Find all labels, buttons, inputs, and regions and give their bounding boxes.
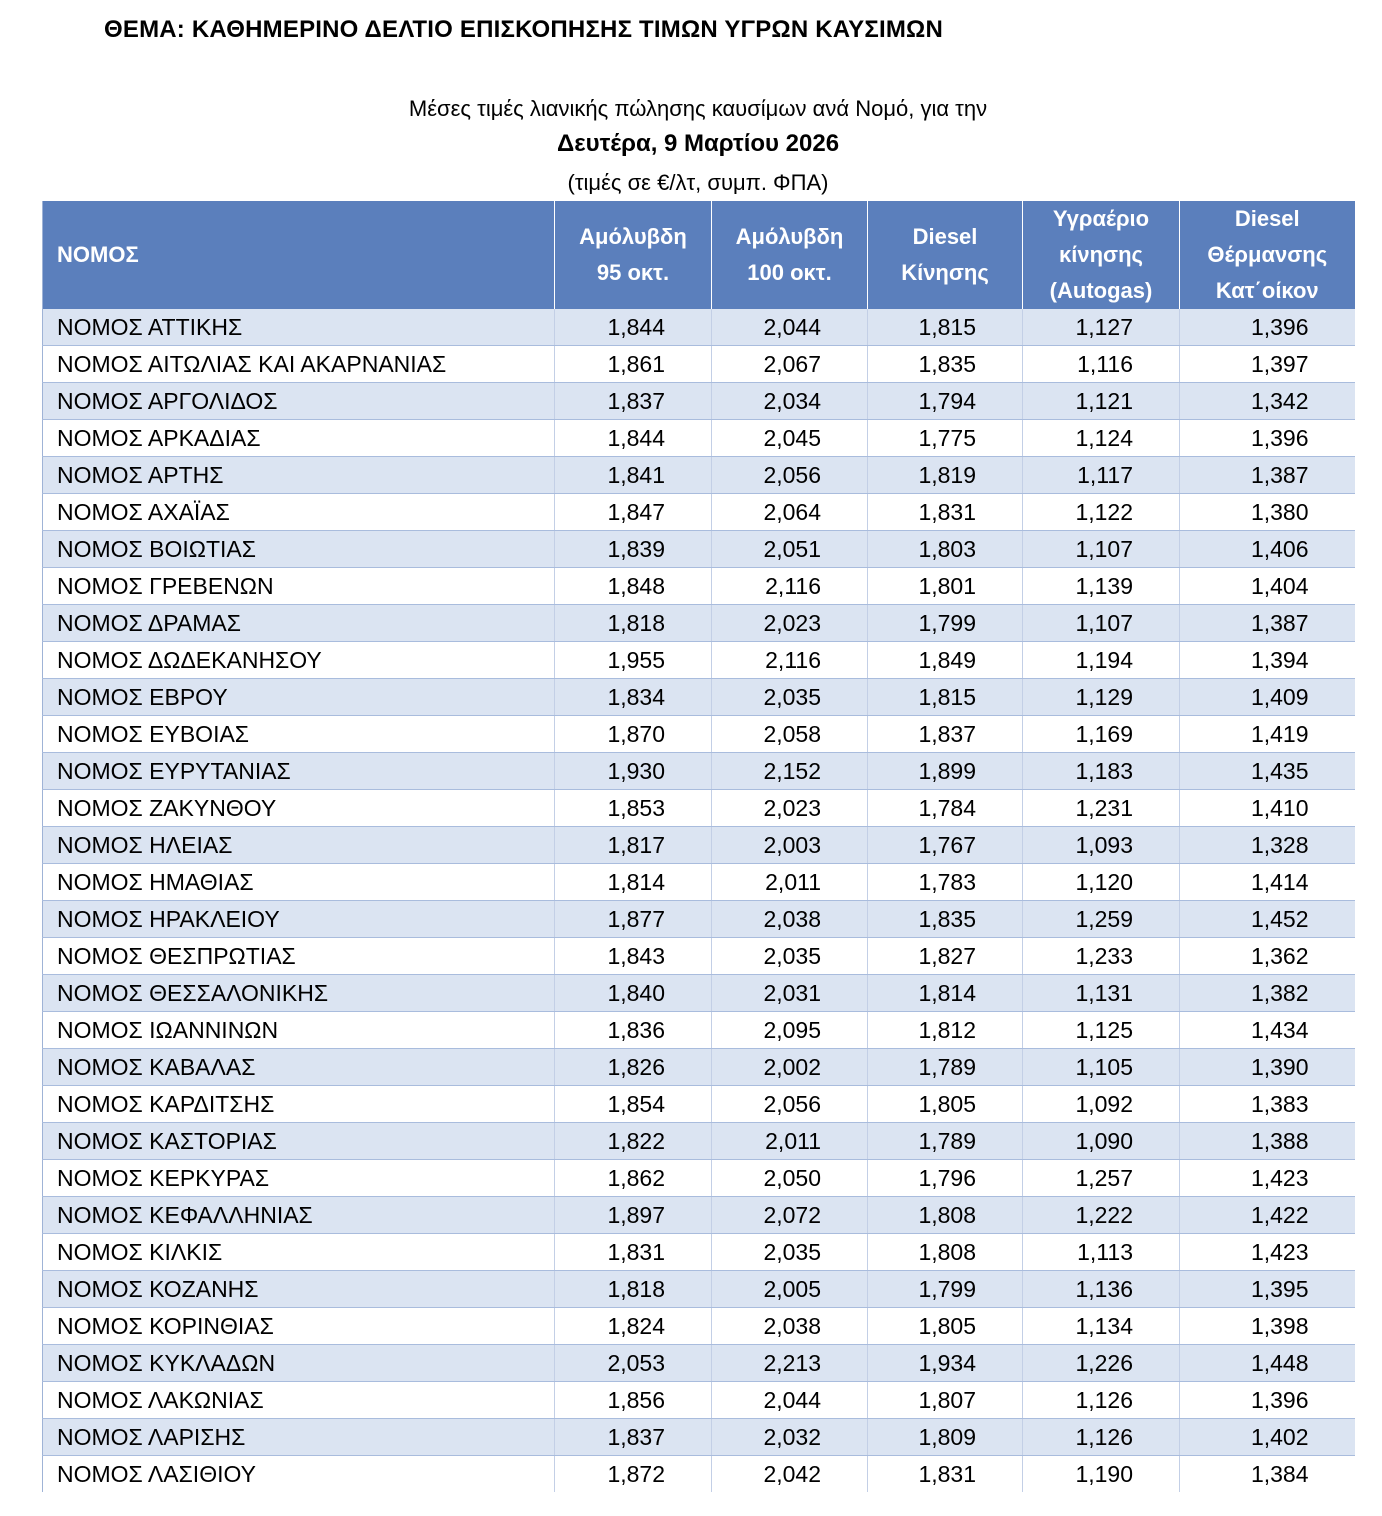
column-header-autogas	[1023, 201, 1180, 309]
prefecture-cell: ΝΟΜΟΣ ΚΟΡΙΝΘΙΑΣ	[43, 1308, 555, 1345]
prefecture-cell: ΝΟΜΟΣ ΕΒΡΟΥ	[43, 679, 555, 716]
unleaded-100-cell: 2,005	[712, 1271, 868, 1308]
unleaded-95-cell: 1,853	[555, 790, 712, 827]
header-row	[43, 201, 1355, 309]
prefecture-cell: ΝΟΜΟΣ ΗΛΕΙΑΣ	[43, 827, 555, 864]
column-header-line: Υγραέριο	[1052, 206, 1150, 231]
prefecture-cell: ΝΟΜΟΣ ΚΙΛΚΙΣ	[43, 1234, 555, 1271]
table-row	[43, 1345, 1355, 1382]
table-row	[43, 457, 1355, 494]
autogas-cell: 1,231	[1023, 790, 1180, 827]
autogas-cell: 1,226	[1023, 1345, 1180, 1382]
autogas-cell: 1,134	[1023, 1308, 1180, 1345]
prefecture-cell: ΝΟΜΟΣ ΕΥΒΟΙΑΣ	[43, 716, 555, 753]
autogas-cell: 1,139	[1023, 568, 1180, 605]
unleaded-95-cell: 1,837	[555, 383, 712, 420]
unleaded-95-cell: 1,840	[555, 975, 712, 1012]
unleaded-95-cell: 1,872	[555, 1456, 712, 1493]
autogas-cell: 1,121	[1023, 383, 1180, 420]
heating-diesel-cell: 1,342	[1180, 383, 1355, 420]
diesel-motion-cell: 1,799	[868, 1271, 1023, 1308]
prefecture-cell: ΝΟΜΟΣ ΗΡΑΚΛΕΙΟΥ	[43, 901, 555, 938]
autogas-cell: 1,113	[1023, 1234, 1180, 1271]
diesel-motion-cell: 1,814	[868, 975, 1023, 1012]
diesel-motion-cell: 1,805	[868, 1086, 1023, 1123]
diesel-motion-cell: 1,819	[868, 457, 1023, 494]
column-header-unleaded-95	[555, 201, 712, 309]
table-row	[43, 1086, 1355, 1123]
autogas-cell: 1,194	[1023, 642, 1180, 679]
prefecture-cell: ΝΟΜΟΣ ΛΑΚΩΝΙΑΣ	[43, 1382, 555, 1419]
diesel-motion-cell: 1,796	[868, 1160, 1023, 1197]
diesel-motion-cell: 1,805	[868, 1308, 1023, 1345]
autogas-cell: 1,190	[1023, 1456, 1180, 1493]
heating-diesel-cell: 1,452	[1180, 901, 1355, 938]
column-header-unleaded-100	[712, 201, 868, 309]
autogas-cell: 1,233	[1023, 938, 1180, 975]
heating-diesel-cell: 1,397	[1180, 346, 1355, 383]
unleaded-95-cell: 1,870	[555, 716, 712, 753]
unleaded-95-cell: 1,837	[555, 1419, 712, 1456]
column-header-line: Diesel	[912, 224, 978, 249]
prefecture-cell: ΝΟΜΟΣ ΚΕΡΚΥΡΑΣ	[43, 1160, 555, 1197]
unleaded-100-cell: 2,044	[712, 1382, 868, 1419]
heating-diesel-cell: 1,398	[1180, 1308, 1355, 1345]
unleaded-100-cell: 2,035	[712, 679, 868, 716]
unleaded-95-cell: 1,834	[555, 679, 712, 716]
unleaded-95-cell: 1,826	[555, 1049, 712, 1086]
prefecture-cell: ΝΟΜΟΣ ΛΑΡΙΣΗΣ	[43, 1419, 555, 1456]
fuel-prices-table	[42, 201, 1355, 1492]
diesel-motion-cell: 1,775	[868, 420, 1023, 457]
diesel-motion-cell: 1,807	[868, 1382, 1023, 1419]
column-header-line: Κίνησης	[901, 260, 989, 285]
heating-diesel-cell: 1,409	[1180, 679, 1355, 716]
diesel-motion-cell: 1,803	[868, 531, 1023, 568]
unleaded-100-cell: 2,038	[712, 1308, 868, 1345]
unleaded-100-cell: 2,035	[712, 1234, 868, 1271]
heating-diesel-cell: 1,396	[1180, 309, 1355, 346]
autogas-cell: 1,107	[1023, 531, 1180, 568]
prefecture-cell: ΝΟΜΟΣ ΚΑΣΤΟΡΙΑΣ	[43, 1123, 555, 1160]
diesel-motion-cell: 1,794	[868, 383, 1023, 420]
unleaded-100-cell: 2,011	[712, 864, 868, 901]
prefecture-cell: ΝΟΜΟΣ ΛΑΣΙΘΙΟΥ	[43, 1456, 555, 1493]
table-row	[43, 494, 1355, 531]
diesel-motion-cell: 1,831	[868, 1456, 1023, 1493]
unleaded-100-cell: 2,035	[712, 938, 868, 975]
prefecture-cell: ΝΟΜΟΣ ΚΟΖΑΝΗΣ	[43, 1271, 555, 1308]
autogas-cell: 1,125	[1023, 1012, 1180, 1049]
heating-diesel-cell: 1,402	[1180, 1419, 1355, 1456]
unleaded-95-cell: 1,818	[555, 1271, 712, 1308]
autogas-cell: 1,116	[1023, 346, 1180, 383]
autogas-cell: 1,131	[1023, 975, 1180, 1012]
column-header-line: ΝΟΜΟΣ	[57, 242, 139, 267]
unleaded-95-cell: 1,844	[555, 420, 712, 457]
heating-diesel-cell: 1,387	[1180, 605, 1355, 642]
table-row	[43, 531, 1355, 568]
unleaded-95-cell: 1,839	[555, 531, 712, 568]
autogas-cell: 1,090	[1023, 1123, 1180, 1160]
unleaded-95-cell: 1,817	[555, 827, 712, 864]
diesel-motion-cell: 1,784	[868, 790, 1023, 827]
heating-diesel-cell: 1,390	[1180, 1049, 1355, 1086]
table-row	[43, 864, 1355, 901]
autogas-cell: 1,117	[1023, 457, 1180, 494]
diesel-motion-cell: 1,815	[868, 309, 1023, 346]
heating-diesel-cell: 1,422	[1180, 1197, 1355, 1234]
autogas-cell: 1,183	[1023, 753, 1180, 790]
diesel-motion-cell: 1,835	[868, 346, 1023, 383]
unleaded-95-cell: 1,836	[555, 1012, 712, 1049]
unleaded-100-cell: 2,056	[712, 457, 868, 494]
unleaded-100-cell: 2,034	[712, 383, 868, 420]
prefecture-cell: ΝΟΜΟΣ ΚΥΚΛΑΔΩΝ	[43, 1345, 555, 1382]
diesel-motion-cell: 1,831	[868, 494, 1023, 531]
heating-diesel-cell: 1,388	[1180, 1123, 1355, 1160]
heating-diesel-cell: 1,423	[1180, 1160, 1355, 1197]
autogas-cell: 1,259	[1023, 901, 1180, 938]
autogas-cell: 1,107	[1023, 605, 1180, 642]
heating-diesel-cell: 1,434	[1180, 1012, 1355, 1049]
prefecture-cell: ΝΟΜΟΣ ΓΡΕΒΕΝΩΝ	[43, 568, 555, 605]
heating-diesel-cell: 1,387	[1180, 457, 1355, 494]
diesel-motion-cell: 1,808	[868, 1197, 1023, 1234]
autogas-cell: 1,129	[1023, 679, 1180, 716]
prefecture-cell: ΝΟΜΟΣ ΑΡΚΑΔΙΑΣ	[43, 420, 555, 457]
column-header-line: Κατ΄οίκον	[1215, 278, 1319, 303]
column-header-line: 100 οκτ.	[747, 260, 832, 285]
table-row	[43, 790, 1355, 827]
table-row	[43, 568, 1355, 605]
unleaded-100-cell: 2,095	[712, 1012, 868, 1049]
autogas-cell: 1,222	[1023, 1197, 1180, 1234]
heating-diesel-cell: 1,406	[1180, 531, 1355, 568]
prefecture-cell: ΝΟΜΟΣ ΑΤΤΙΚΗΣ	[43, 309, 555, 346]
unleaded-95-cell: 1,930	[555, 753, 712, 790]
table-row	[43, 1160, 1355, 1197]
column-header-line: Αμόλυβδη	[579, 224, 687, 249]
table-row	[43, 605, 1355, 642]
diesel-motion-cell: 1,789	[868, 1049, 1023, 1086]
autogas-cell: 1,136	[1023, 1271, 1180, 1308]
unleaded-95-cell: 1,861	[555, 346, 712, 383]
unleaded-100-cell: 2,116	[712, 642, 868, 679]
unleaded-95-cell: 1,818	[555, 605, 712, 642]
heating-diesel-cell: 1,384	[1180, 1456, 1355, 1493]
column-header-line: Diesel	[1234, 206, 1300, 231]
diesel-motion-cell: 1,815	[868, 679, 1023, 716]
diesel-motion-cell: 1,767	[868, 827, 1023, 864]
unleaded-100-cell: 2,044	[712, 309, 868, 346]
unleaded-100-cell: 2,011	[712, 1123, 868, 1160]
diesel-motion-cell: 1,849	[868, 642, 1023, 679]
prefecture-cell: ΝΟΜΟΣ ΑΙΤΩΛΙΑΣ ΚΑΙ ΑΚΑΡΝΑΝΙΑΣ	[43, 346, 555, 383]
unleaded-95-cell: 1,824	[555, 1308, 712, 1345]
prefecture-cell: ΝΟΜΟΣ ΘΕΣΣΑΛΟΝΙΚΗΣ	[43, 975, 555, 1012]
heating-diesel-cell: 1,435	[1180, 753, 1355, 790]
unleaded-95-cell: 1,847	[555, 494, 712, 531]
heating-diesel-cell: 1,419	[1180, 716, 1355, 753]
autogas-cell: 1,092	[1023, 1086, 1180, 1123]
table-row	[43, 383, 1355, 420]
prefecture-cell: ΝΟΜΟΣ ΕΥΡΥΤΑΝΙΑΣ	[43, 753, 555, 790]
diesel-motion-cell: 1,809	[868, 1419, 1023, 1456]
unleaded-100-cell: 2,023	[712, 605, 868, 642]
autogas-cell: 1,122	[1023, 494, 1180, 531]
table-row	[43, 1382, 1355, 1419]
unleaded-100-cell: 2,045	[712, 420, 868, 457]
heating-diesel-cell: 1,383	[1180, 1086, 1355, 1123]
table-row	[43, 1123, 1355, 1160]
heating-diesel-cell: 1,380	[1180, 494, 1355, 531]
heating-diesel-cell: 1,395	[1180, 1271, 1355, 1308]
unleaded-95-cell: 1,854	[555, 1086, 712, 1123]
document-units: (τιμές σε €/λτ, συμπ. ΦΠΑ)	[567, 170, 829, 195]
table-row	[43, 975, 1355, 1012]
prefecture-cell: ΝΟΜΟΣ ΘΕΣΠΡΩΤΙΑΣ	[43, 938, 555, 975]
autogas-cell: 1,257	[1023, 1160, 1180, 1197]
unleaded-95-cell: 1,822	[555, 1123, 712, 1160]
table-row	[43, 1234, 1355, 1271]
diesel-motion-cell: 1,812	[868, 1012, 1023, 1049]
column-header-heating-diesel	[1180, 201, 1355, 309]
unleaded-95-cell: 1,862	[555, 1160, 712, 1197]
diesel-motion-cell: 1,789	[868, 1123, 1023, 1160]
unleaded-95-cell: 1,877	[555, 901, 712, 938]
table-row	[43, 827, 1355, 864]
unleaded-95-cell: 1,814	[555, 864, 712, 901]
unleaded-100-cell: 2,042	[712, 1456, 868, 1493]
unleaded-100-cell: 2,050	[712, 1160, 868, 1197]
table-header	[43, 201, 1355, 309]
prefecture-cell: ΝΟΜΟΣ ΑΧΑΪΑΣ	[43, 494, 555, 531]
table-row	[43, 1456, 1355, 1493]
table-row	[43, 1271, 1355, 1308]
table-row	[43, 716, 1355, 753]
diesel-motion-cell: 1,837	[868, 716, 1023, 753]
unleaded-95-cell: 1,848	[555, 568, 712, 605]
unleaded-100-cell: 2,116	[712, 568, 868, 605]
autogas-cell: 1,169	[1023, 716, 1180, 753]
table-row	[43, 679, 1355, 716]
prefecture-cell: ΝΟΜΟΣ ΒΟΙΩΤΙΑΣ	[43, 531, 555, 568]
prefecture-cell: ΝΟΜΟΣ ΔΩΔΕΚΑΝΗΣΟΥ	[43, 642, 555, 679]
diesel-motion-cell: 1,934	[868, 1345, 1023, 1382]
unleaded-100-cell: 2,072	[712, 1197, 868, 1234]
unleaded-95-cell: 1,844	[555, 309, 712, 346]
heating-diesel-cell: 1,414	[1180, 864, 1355, 901]
unleaded-95-cell: 1,843	[555, 938, 712, 975]
table-row	[43, 1308, 1355, 1345]
unleaded-100-cell: 2,031	[712, 975, 868, 1012]
autogas-cell: 1,126	[1023, 1382, 1180, 1419]
table-row	[43, 346, 1355, 383]
table-row	[43, 1049, 1355, 1086]
unleaded-95-cell: 1,841	[555, 457, 712, 494]
heating-diesel-cell: 1,362	[1180, 938, 1355, 975]
diesel-motion-cell: 1,827	[868, 938, 1023, 975]
unleaded-100-cell: 2,064	[712, 494, 868, 531]
unleaded-100-cell: 2,002	[712, 1049, 868, 1086]
unleaded-100-cell: 2,003	[712, 827, 868, 864]
document-subject: ΘΕΜΑ: ΚΑΘΗΜΕΡΙΝΟ ΔΕΛΤΙΟ ΕΠΙΣΚΟΠΗΣΗΣ ΤΙΜΩΝ ΥΓΡΩΝ ΚΑΥΣΙΜΩΝ	[104, 16, 943, 43]
unleaded-95-cell: 1,897	[555, 1197, 712, 1234]
table-row	[43, 309, 1355, 346]
autogas-cell: 1,093	[1023, 827, 1180, 864]
document-date: Δευτέρα, 9 Μαρτίου 2026	[556, 130, 840, 157]
column-header-line: 95 οκτ.	[596, 260, 670, 285]
diesel-motion-cell: 1,808	[868, 1234, 1023, 1271]
column-header-line: (Autogas)	[1049, 278, 1153, 303]
heating-diesel-cell: 1,410	[1180, 790, 1355, 827]
prefecture-cell: ΝΟΜΟΣ ΚΑΡΔΙΤΣΗΣ	[43, 1086, 555, 1123]
prefecture-cell: ΝΟΜΟΣ ΗΜΑΘΙΑΣ	[43, 864, 555, 901]
diesel-motion-cell: 1,801	[868, 568, 1023, 605]
table-body	[43, 309, 1355, 1492]
autogas-cell: 1,124	[1023, 420, 1180, 457]
unleaded-100-cell: 2,067	[712, 346, 868, 383]
heating-diesel-cell: 1,396	[1180, 420, 1355, 457]
heating-diesel-cell: 1,394	[1180, 642, 1355, 679]
heating-diesel-cell: 1,423	[1180, 1234, 1355, 1271]
heating-diesel-cell: 1,448	[1180, 1345, 1355, 1382]
column-header-prefecture	[43, 201, 555, 309]
table-row	[43, 1197, 1355, 1234]
prefecture-cell: ΝΟΜΟΣ ΔΡΑΜΑΣ	[43, 605, 555, 642]
unleaded-100-cell: 2,152	[712, 753, 868, 790]
autogas-cell: 1,126	[1023, 1419, 1180, 1456]
column-header-line: Θέρμανσης	[1207, 242, 1328, 267]
prefecture-cell: ΝΟΜΟΣ ΑΡΤΗΣ	[43, 457, 555, 494]
column-header-line: κίνησης	[1059, 242, 1143, 267]
diesel-motion-cell: 1,783	[868, 864, 1023, 901]
unleaded-95-cell: 1,831	[555, 1234, 712, 1271]
prefecture-cell: ΝΟΜΟΣ ΑΡΓΟΛΙΔΟΣ	[43, 383, 555, 420]
table-row	[43, 938, 1355, 975]
unleaded-100-cell: 2,056	[712, 1086, 868, 1123]
heating-diesel-cell: 1,328	[1180, 827, 1355, 864]
autogas-cell: 1,105	[1023, 1049, 1180, 1086]
column-header-diesel-motion	[868, 201, 1023, 309]
table-row	[43, 1012, 1355, 1049]
diesel-motion-cell: 1,899	[868, 753, 1023, 790]
table-row	[43, 642, 1355, 679]
heating-diesel-cell: 1,396	[1180, 1382, 1355, 1419]
heating-diesel-cell: 1,404	[1180, 568, 1355, 605]
unleaded-100-cell: 2,058	[712, 716, 868, 753]
unleaded-100-cell: 2,032	[712, 1419, 868, 1456]
heating-diesel-cell: 1,382	[1180, 975, 1355, 1012]
table-row	[43, 901, 1355, 938]
unleaded-95-cell: 1,955	[555, 642, 712, 679]
table-row	[43, 1419, 1355, 1456]
column-header-line: Αμόλυβδη	[735, 224, 844, 249]
table-row	[43, 753, 1355, 790]
prefecture-cell: ΝΟΜΟΣ ΚΑΒΑΛΑΣ	[43, 1049, 555, 1086]
prefecture-cell: ΝΟΜΟΣ ΖΑΚΥΝΘΟΥ	[43, 790, 555, 827]
prefecture-cell: ΝΟΜΟΣ ΚΕΦΑΛΛΗΝΙΑΣ	[43, 1197, 555, 1234]
unleaded-95-cell: 2,053	[555, 1345, 712, 1382]
autogas-cell: 1,127	[1023, 309, 1180, 346]
unleaded-100-cell: 2,213	[712, 1345, 868, 1382]
unleaded-100-cell: 2,038	[712, 901, 868, 938]
diesel-motion-cell: 1,799	[868, 605, 1023, 642]
unleaded-100-cell: 2,023	[712, 790, 868, 827]
unleaded-100-cell: 2,051	[712, 531, 868, 568]
prefecture-cell: ΝΟΜΟΣ ΙΩΑΝΝΙΝΩΝ	[43, 1012, 555, 1049]
unleaded-95-cell: 1,856	[555, 1382, 712, 1419]
autogas-cell: 1,120	[1023, 864, 1180, 901]
table-row	[43, 420, 1355, 457]
diesel-motion-cell: 1,835	[868, 901, 1023, 938]
document-subtitle: Μέσες τιμές λιανικής πώλησης καυσίμων ανά Νομό, για την	[408, 96, 988, 121]
